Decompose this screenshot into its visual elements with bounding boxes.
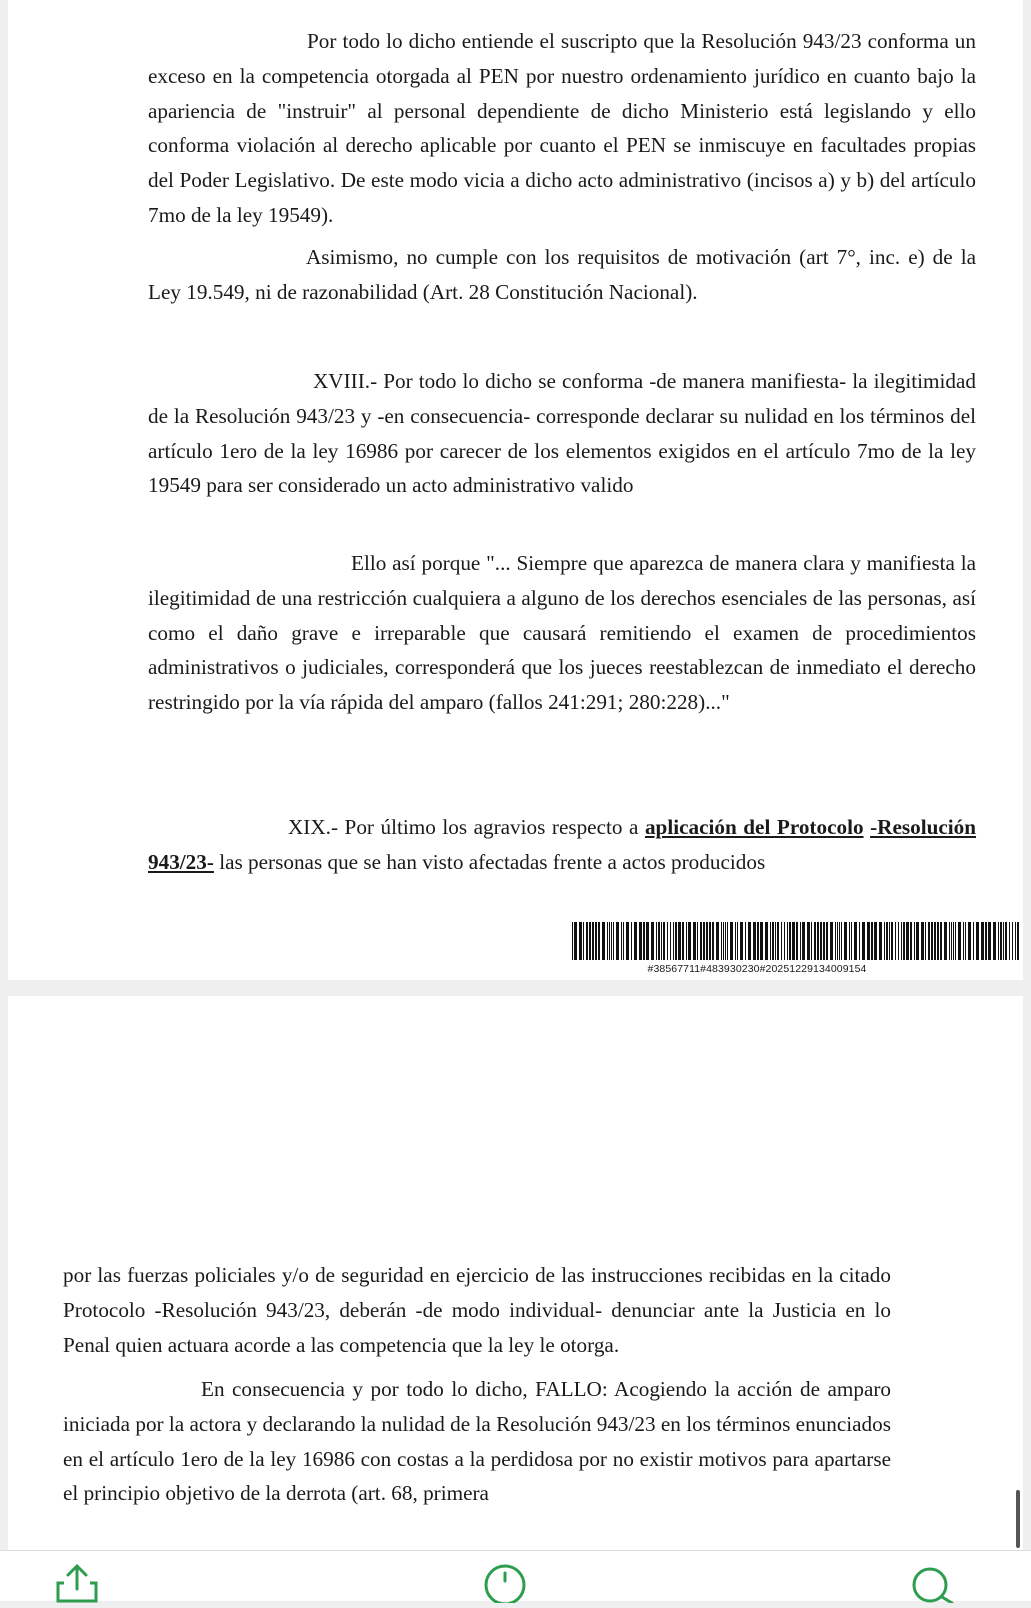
- barcode-bar: [871, 922, 873, 960]
- barcode-bar: [583, 922, 584, 960]
- barcode-bar: [944, 922, 947, 960]
- barcode-bar: [916, 922, 919, 960]
- barcode-bar: [586, 922, 588, 960]
- barcode-bar: [886, 922, 888, 960]
- barcode-bar: [725, 922, 726, 960]
- barcode-bar: [595, 922, 597, 960]
- barcode-bar: [607, 922, 608, 960]
- barcode-bar: [693, 922, 696, 960]
- barcode-bar: [844, 922, 847, 960]
- barcode-bar: [709, 922, 711, 960]
- barcode-bar: [854, 922, 857, 960]
- barcode-bar: [721, 922, 722, 960]
- barcode-bar: [921, 922, 924, 960]
- barcode-bar: [910, 922, 912, 960]
- barcode-bar: [914, 922, 915, 960]
- barcode-bar: [757, 922, 759, 960]
- paragraph-resolution-excess: Por todo lo dicho entiende el suscripto que la Resolución 943/23 conforma un exceso en la competencia otorgada al PEN por nuestro ordenamiento jurídico en cuanto bajo la apariencia de "instruir" al personal dependiente de dicho Ministerio está legislando y ello conforma violación al derecho aplicable por cuanto el PEN se inmiscuye en facultades propias del Poder Legislativo. De este modo vicia a dicho acto administrativo (incisos a) y b) del artículo 7mo de la ley 19549).: [148, 29, 976, 227]
- barcode-bar: [993, 922, 996, 960]
- barcode-bar: [862, 922, 865, 960]
- barcode-bar: [784, 922, 785, 960]
- barcode-bar: [621, 922, 622, 960]
- barcode-bar: [658, 922, 660, 960]
- barcode-bar: [940, 922, 942, 960]
- barcode-bar: [697, 922, 698, 960]
- barcode-bar: [1003, 922, 1004, 960]
- barcode-bar: [951, 922, 952, 960]
- barcode-bar: [867, 922, 870, 960]
- barcode-bar: [703, 922, 705, 960]
- barcode-bar: [777, 922, 779, 960]
- barcode-bar: [884, 922, 885, 960]
- barcode-bar: [820, 922, 822, 960]
- xix-resolution-underlined: -Resolución 943/23-: [148, 815, 977, 874]
- barcode-bar: [895, 922, 896, 960]
- barcode-bar: [634, 922, 637, 960]
- barcode-bar: [609, 922, 610, 960]
- xix-protocol-underlined: aplicación del Protocolo: [644, 815, 864, 839]
- barcode-bar: [928, 922, 930, 960]
- barcode-bar: [1009, 922, 1010, 960]
- barcode-bar: [931, 922, 933, 960]
- barcode-bar: [1017, 922, 1019, 960]
- barcode-bar: [602, 922, 605, 960]
- barcode-bar: [955, 922, 956, 960]
- barcode-bar: [740, 922, 743, 960]
- barcode-bar: [737, 922, 738, 960]
- barcode-bar: [976, 922, 979, 960]
- barcode-bar: [792, 922, 795, 960]
- barcode-bar: [678, 922, 681, 960]
- barcode-bar: [716, 922, 719, 960]
- paragraph-xviii: XVIII.- Por todo lo dicho se conforma -de manera manifiesta- la ilegitimidad de la Resolución 943/23 y -en consecuencia- corresponde declarar su nulidad en los términos del artículo 1ero de la ley 16986 por carecer de los elementos exigidos en el artículo 7mo de la ley 19549 para ser considerado un acto administrativo valido: [148, 369, 976, 498]
- barcode-bar: [592, 922, 594, 960]
- barcode-bar: [891, 922, 893, 960]
- paragraph-xix: [148, 810, 976, 880]
- barcode-bar: [643, 922, 645, 960]
- barcode-bar: [807, 922, 810, 960]
- barcode-bar: [712, 922, 714, 960]
- barcode-bar: [675, 922, 677, 960]
- barcode-bar: [688, 922, 691, 960]
- xix-intro: XIX.- Por último los agravios respecto a: [288, 815, 639, 839]
- barcode-bar: [770, 922, 771, 960]
- barcode-bar: [802, 922, 805, 960]
- bottom-toolbar: [0, 1550, 1031, 1601]
- barcode-bar: [772, 922, 774, 960]
- barcode-bar: [611, 922, 612, 960]
- barcode-bar: [906, 922, 909, 960]
- barcode: [572, 922, 1022, 975]
- barcode-bar: [958, 922, 961, 960]
- barcode-bar: [826, 922, 828, 960]
- barcode-bar: [787, 922, 788, 960]
- barcode-bar: [981, 922, 984, 960]
- barcode-bar: [841, 922, 842, 960]
- barcode-bars: [572, 922, 1022, 960]
- barcode-bar: [889, 922, 890, 960]
- share-icon[interactable]: [54, 1563, 100, 1608]
- barcode-bar: [814, 922, 816, 960]
- barcode-bar: [988, 922, 991, 960]
- barcode-bar: [925, 922, 926, 960]
- barcode-bar: [631, 922, 632, 960]
- barcode-bar: [968, 922, 971, 960]
- barcode-bar: [765, 922, 768, 960]
- barcode-bar: [775, 922, 776, 960]
- barcode-bar: [934, 922, 936, 960]
- barcode-bar: [727, 922, 728, 960]
- paragraph-fallo: En consecuencia y por todo lo dicho, FALLO: Acogiendo la acción de amparo iniciada por la actora y declarando la nulidad de la Resolución 943/23 en los términos enunciados en el artículo 1ero de la ley 16986 con costas a la perdidosa por no existir motivos para apartarse el principio objetivo de la derrota (art. 68, primera: [63, 1377, 891, 1506]
- barcode-bar: [1000, 922, 1002, 960]
- barcode-bar: [646, 922, 649, 960]
- barcode-bar: [839, 922, 840, 960]
- paragraph-amparo-quote: Ello así porque "... Siempre que aparezca de manera clara y manifiesta la ilegitimidad de una restricción cualquiera a alguno de los derechos esenciales de las personas, así como el daño grave e irreparable que causará remitiendo el examen de procedimientos administrativos o judiciales, corresponderá que los jueces reestablezcan de inmediato el derecho restringido por la vía rápida del amparo (fallos 241:291; 280:228)...": [148, 551, 976, 715]
- barcode-bar: [800, 922, 801, 960]
- barcode-bar: [706, 922, 708, 960]
- document-page-2: [8, 996, 1023, 1550]
- barcode-bar: [937, 922, 939, 960]
- barcode-bar: [903, 922, 905, 960]
- barcode-bar: [735, 922, 736, 960]
- barcode-number: #38567711#483930230#20251229134009154: [647, 963, 867, 975]
- barcode-bar: [661, 922, 662, 960]
- barcode-bar: [901, 922, 902, 960]
- search-icon[interactable]: [910, 1563, 956, 1608]
- paragraph-penal-complaint: por las fuerzas policiales y/o de seguridad en ejercicio de las instrucciones recibidas en la citado Protocolo -Resolución 943/23, deberán -de modo individual- denunciar ante la Justicia en lo Penal quien actuara acorde a las competencia que la ley le otorga.: [63, 1263, 891, 1357]
- barcode-bar: [598, 922, 600, 960]
- barcode-bar: [748, 922, 751, 960]
- barcode-bar: [723, 922, 724, 960]
- barcode-bar: [623, 922, 624, 960]
- barcode-bar: [730, 922, 733, 960]
- barcode-bar: [616, 922, 619, 960]
- barcode-bar: [613, 922, 614, 960]
- barcode-bar: [663, 922, 665, 960]
- barcode-bar: [973, 922, 974, 960]
- barcode-bar: [686, 922, 687, 960]
- barcode-bar: [673, 922, 674, 960]
- barcode-bar: [851, 922, 852, 960]
- barcode-bar: [859, 922, 860, 960]
- barcode-bar: [760, 922, 763, 960]
- barcode-bar: [823, 922, 825, 960]
- barcode-bar: [781, 922, 782, 960]
- barcode-bar: [745, 922, 746, 960]
- barcode-bar: [874, 922, 877, 960]
- barcode-bar: [985, 922, 987, 960]
- barcode-bar: [953, 922, 954, 960]
- barcode-bar: [811, 922, 812, 960]
- barcode-bar: [949, 922, 950, 960]
- barcode-bar: [572, 922, 573, 960]
- barcode-bar: [835, 922, 836, 960]
- document-page-1: [8, 0, 1023, 980]
- barcode-bar: [817, 922, 819, 960]
- barcode-bar: [682, 922, 684, 960]
- xix-rest: las personas que se han visto afectadas frente a actos producidos: [219, 849, 766, 874]
- barcode-bar: [656, 922, 657, 960]
- barcode-bar: [830, 922, 833, 960]
- barcode-bar: [837, 922, 838, 960]
- barcode-bar: [1005, 922, 1007, 960]
- barcode-bar: [574, 922, 577, 960]
- barcode-bar: [639, 922, 642, 960]
- barcode-bar: [1015, 922, 1016, 960]
- edit-icon[interactable]: [482, 1563, 528, 1608]
- barcode-bar: [963, 922, 964, 960]
- barcode-bar: [789, 922, 791, 960]
- barcode-bar: [651, 922, 654, 960]
- paragraph-motivation: Asimismo, no cumple con los requisitos de motivación (art 7°, inc. e) de la Ley 19.549, ni de razonabilidad (Art. 28 Constitución Nacional).: [148, 245, 976, 304]
- barcode-bar: [796, 922, 798, 960]
- barcode-bar: [670, 922, 671, 960]
- barcode-bar: [589, 922, 591, 960]
- barcode-bar: [1012, 922, 1013, 960]
- barcode-bar: [879, 922, 882, 960]
- barcode-bar: [626, 922, 629, 960]
- scrollbar[interactable]: [1016, 1490, 1020, 1548]
- barcode-bar: [849, 922, 850, 960]
- barcode-bar: [898, 922, 899, 960]
- barcode-bar: [700, 922, 702, 960]
- barcode-bar: [753, 922, 756, 960]
- barcode-bar: [965, 922, 966, 960]
- barcode-bar: [667, 922, 668, 960]
- barcode-bar: [998, 922, 999, 960]
- barcode-bar: [579, 922, 582, 960]
